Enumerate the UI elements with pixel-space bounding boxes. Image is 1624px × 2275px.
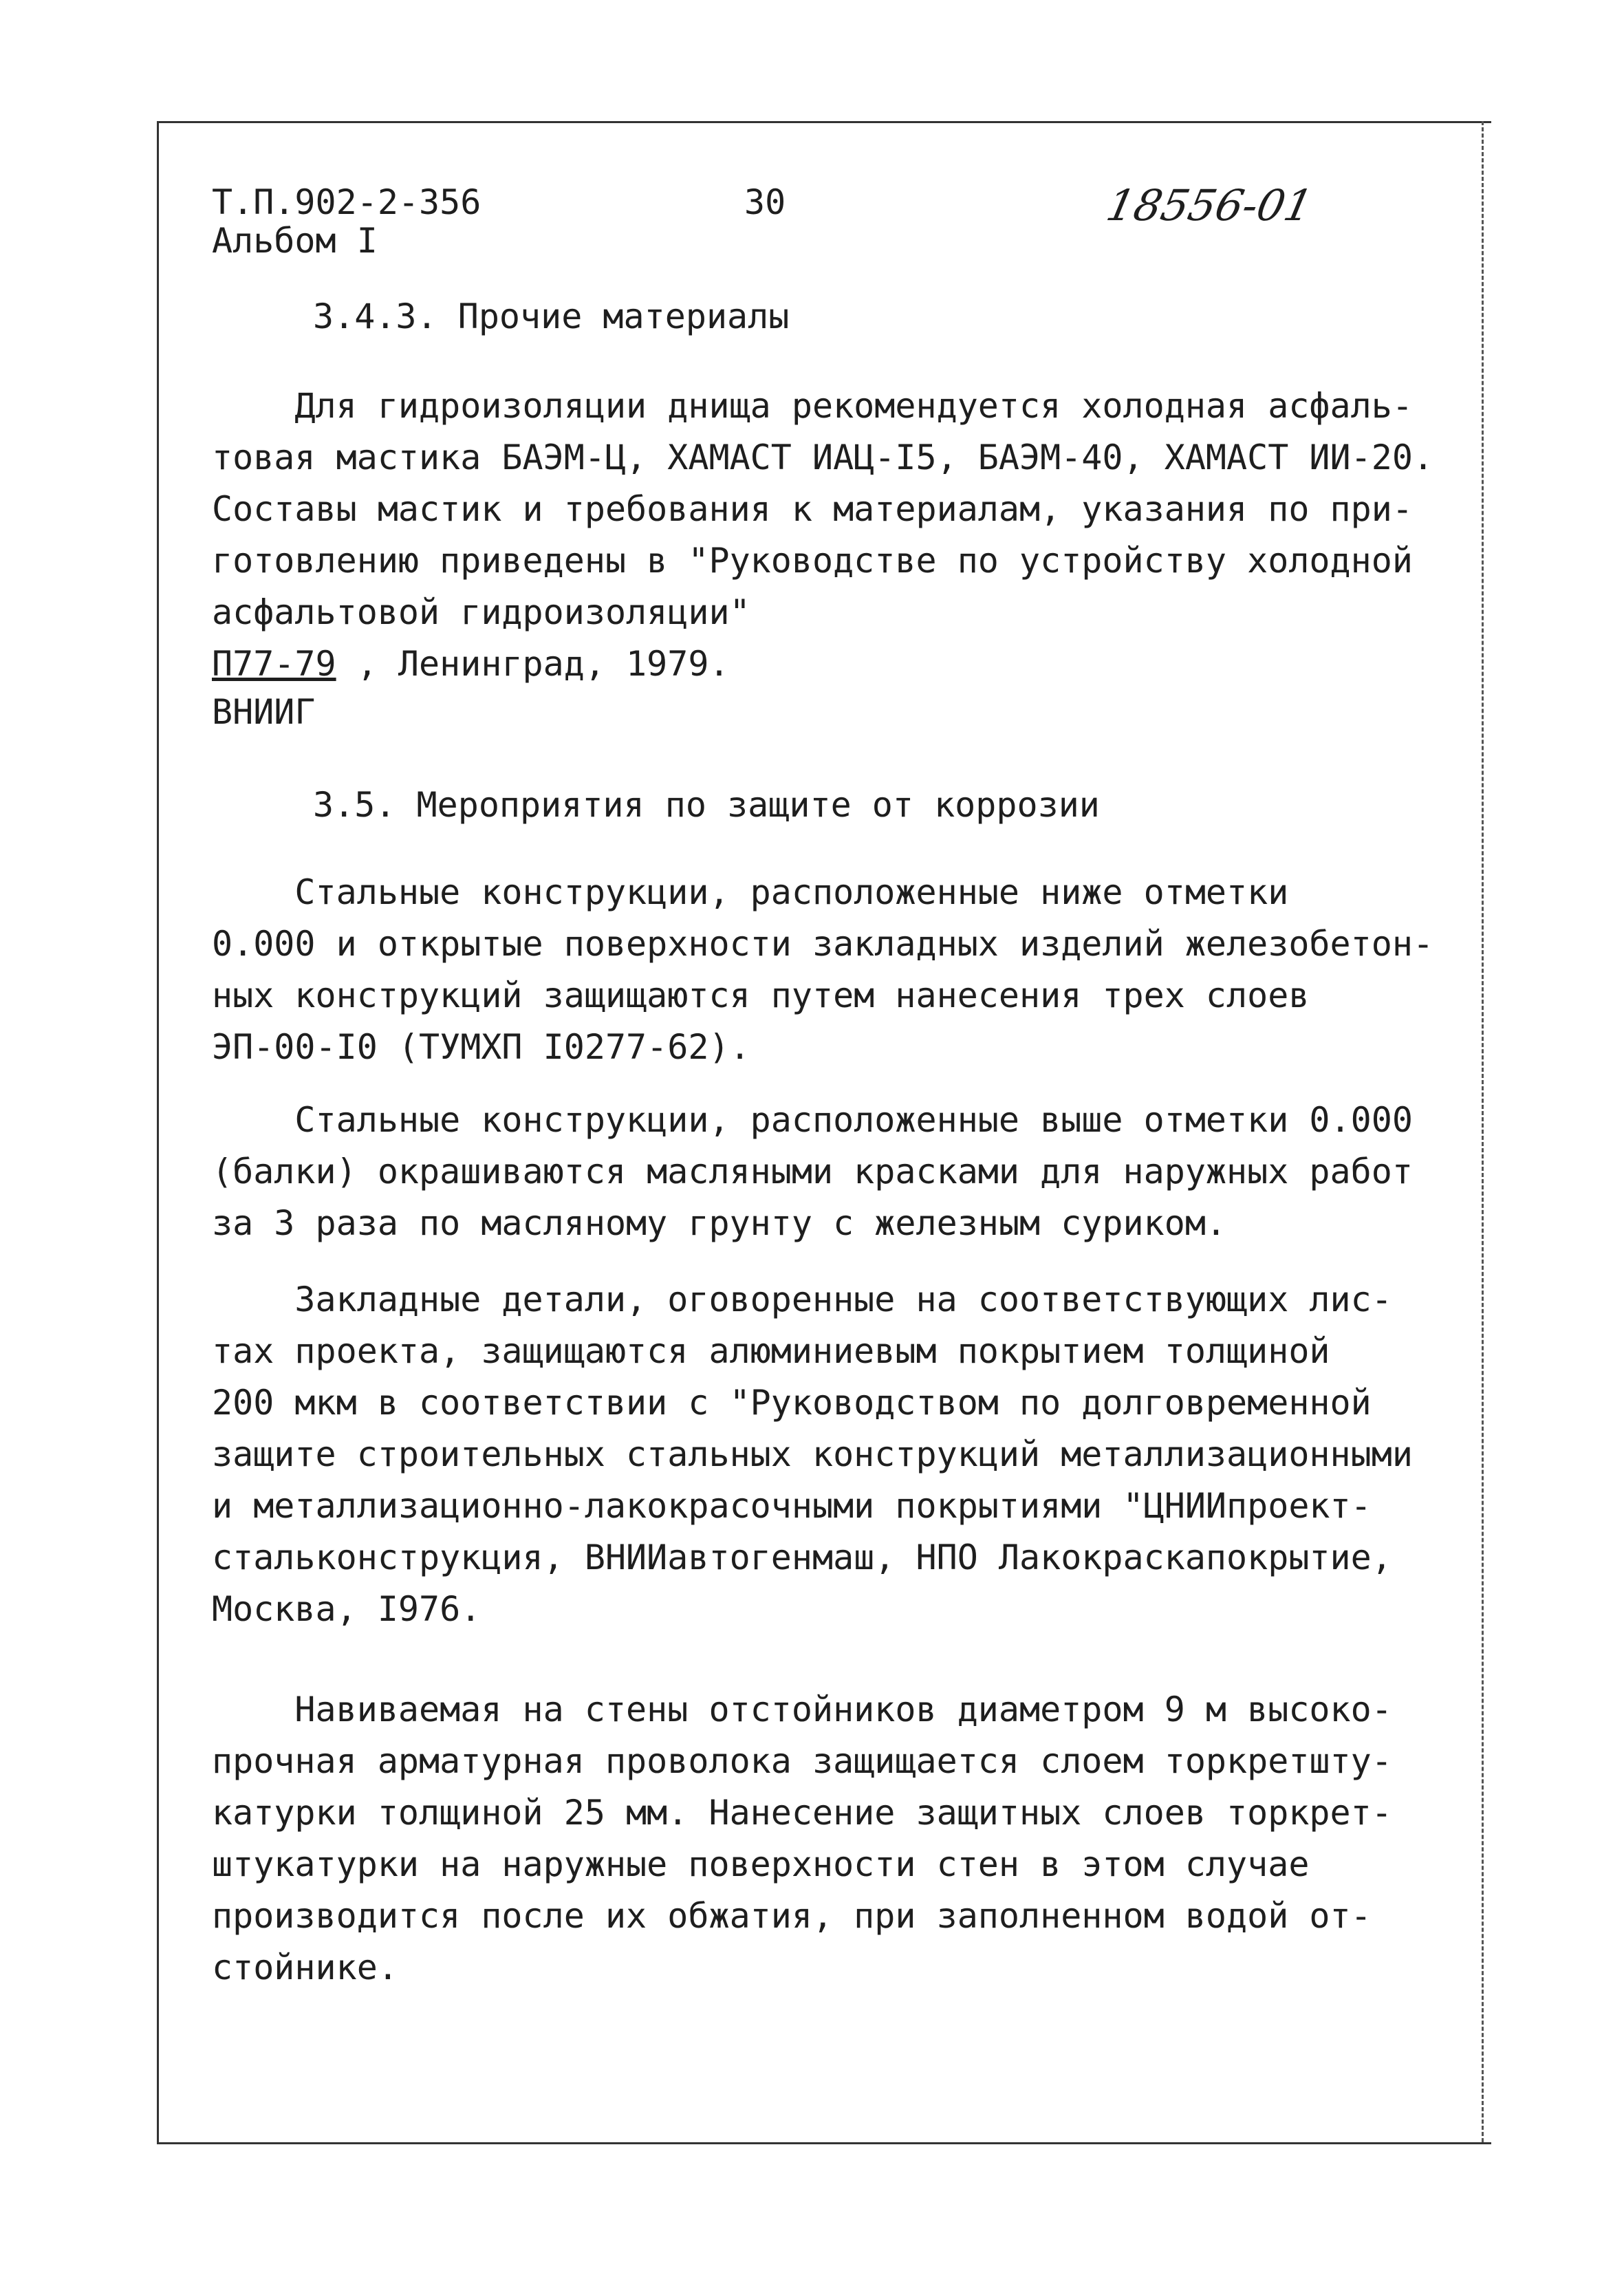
section-3-5-heading: 3.5. Мероприятия по защите от коррозии (313, 785, 1100, 825)
organization-name: ВНИИГ (212, 692, 316, 732)
page-frame-right-border (1482, 121, 1484, 2142)
page-frame-left-border (157, 121, 159, 2142)
corrosion-paragraph-3: Закладные детали, оговоренные на соответствующих лис- тах проекта, защищаются алюминиевым покрытием толщиной 200 мкм в соответствии с "Руководством по долговременной защите строительных стальных конструкций металлизационными и металлизационно-лакокрасочными покрытиями "ЦНИИпроект- стальконструкция, ВНИИавтогенмаш, НПО Лакокраскапокрытие, Москва, I976. (212, 1280, 1413, 1629)
section-3-4-3-heading: 3.4.3. Прочие материалы (313, 296, 790, 336)
reference-line (212, 638, 730, 690)
page-frame-bottom-border (157, 2142, 1491, 2144)
page-number: 30 (744, 182, 786, 222)
handwritten-registration-number: 18556-01 (1102, 180, 1317, 230)
page-frame-top-border (157, 121, 1491, 123)
corrosion-paragraph-2: Стальные конструкции, расположенные выше отметки 0.000 (балки) окрашиваются масляными красками для наружных работ за 3 раза по масляному грунту с железным суриком. (212, 1100, 1413, 1243)
section-3-4-3-paragraph: Для гидроизоляции днища рекомендуется холодная асфаль- товая мастика БАЭМ-Ц, ХАМАСТ ИАЦ-I5, БАЭМ-40, ХАМАСТ ИИ-20. Составы мастик и требования к материалам, указания по при- готовлению приведены в "Руководстве по устройству холодной асфальтовой гидроизоляции" (212, 386, 1434, 632)
reference-city-year: , Ленинград, 1979. (336, 644, 730, 684)
document-code: Т.П.902-2-356 (212, 182, 481, 222)
album-label: Альбом I (212, 221, 378, 261)
corrosion-paragraph-4: Навиваемая на стены отстойников диаметром 9 м высоко- прочная арматурная проволока защищается слоем торкретшту- катурки толщиной 25 мм. Нанесение защитных слоев торкрет- штукатурки на наружные поверхности стен в этом случае производится после их обжатия, при заполненном водой от- стойнике. (212, 1690, 1392, 1987)
reference-code: П77-79 (212, 644, 336, 684)
corrosion-paragraph-1: Стальные конструкции, расположенные ниже отметки 0.000 и открытые поверхности закладных изделий железобетон- ных конструкций защищаются путем нанесения трех слоев ЭП-00-I0 (ТУМХП I0277-62). (212, 872, 1434, 1067)
